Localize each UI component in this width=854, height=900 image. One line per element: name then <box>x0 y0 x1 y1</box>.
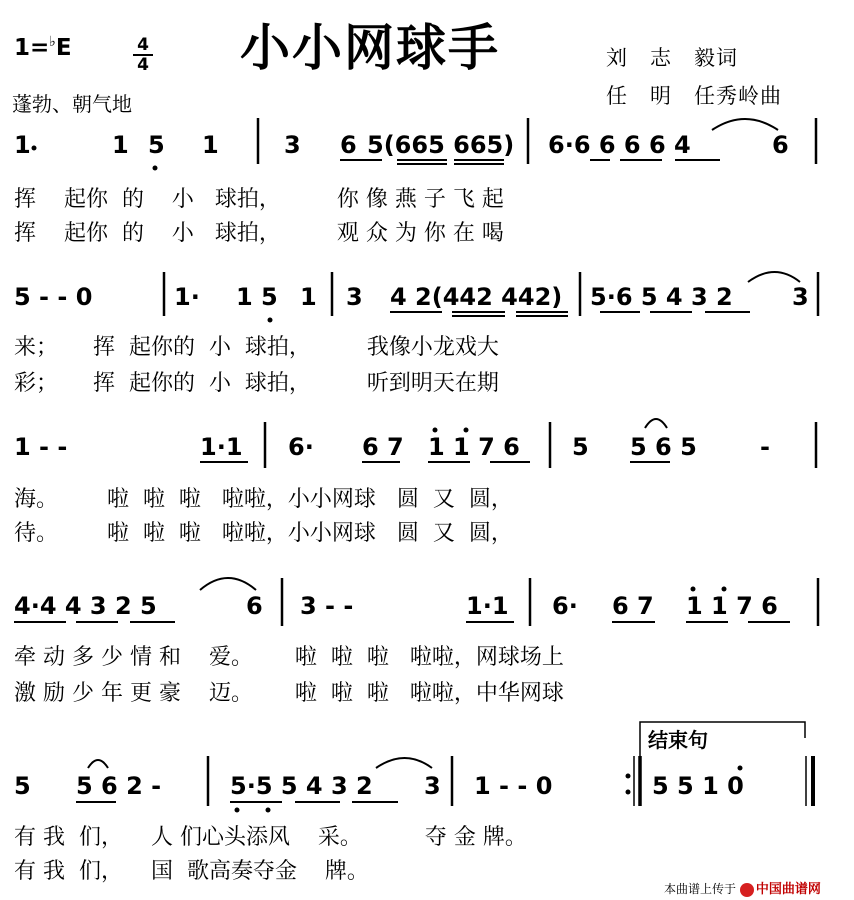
note: 5 - - 0 <box>14 283 93 311</box>
note: 4·4 4 3 2 5 <box>14 592 157 620</box>
note: 1·1 <box>466 592 509 620</box>
note: 1 - - 0 <box>474 772 553 800</box>
note: 1 5 <box>236 283 278 311</box>
note: 1 1 7 6 <box>428 433 520 461</box>
note: 1 <box>112 131 129 159</box>
key-signature <box>14 34 72 61</box>
notation-row-4 <box>0 572 854 692</box>
score-row-5 <box>0 720 854 890</box>
flat-sign-icon: ♭ <box>49 34 56 50</box>
note: 1 <box>14 131 31 159</box>
note: 6· <box>288 433 314 461</box>
note: 3 <box>284 131 301 159</box>
score-row-4 <box>0 572 854 706</box>
note: 5 <box>14 772 31 800</box>
lyric-row-3-verse-1: 海。 啦 啦 啦 啦啦，小小网球 圆 又 圆， <box>14 487 513 512</box>
note: 6 <box>246 592 263 620</box>
upload-text: 本曲谱上传于 <box>664 882 737 896</box>
lyric-row-1-verse-2: 挥 起你 的 小 球拍， 观 众 为 你 在 喝 <box>14 221 504 246</box>
time-bottom: 4 <box>133 54 153 74</box>
note: 5 <box>572 433 589 461</box>
composer-credit: 任 明 任秀岭曲 <box>606 84 782 108</box>
note: 6 <box>772 131 789 159</box>
key-prefix: 1= <box>14 35 50 61</box>
note: 5 6 5 <box>630 433 697 461</box>
note: - <box>760 433 770 461</box>
note: 6· <box>552 592 578 620</box>
lyric-row-5-verse-1: 有 我 们， 人 们心头添风 采。 夺 金 牌。 <box>14 825 527 850</box>
note: 5·6 5 4 3 2 <box>590 283 733 311</box>
lyric-row-2-verse-2: 彩； 挥 起你的 小 球拍， 听到明天在期 <box>14 371 499 396</box>
key-note: E <box>55 35 72 61</box>
score-row-3 <box>0 410 854 546</box>
note: 6 <box>340 131 357 159</box>
ending-label: 结束句 <box>648 728 708 752</box>
note: 3 <box>424 772 441 800</box>
site-logo-icon <box>740 883 754 897</box>
time-top: 4 <box>137 35 149 55</box>
note: 5(665 665) <box>367 131 515 159</box>
lyric-row-4-verse-2: 激 励 少 年 更 豪 迈。 啦 啦 啦 啦啦，中华网球 <box>14 681 564 706</box>
song-title: 小小网球手 <box>240 19 500 77</box>
score-row-2 <box>0 270 854 396</box>
lyric-row-4-verse-1: 牵 动 多 少 情 和 爱。 啦 啦 啦 啦啦，网球场上 <box>14 645 564 670</box>
site-name: 中国曲谱网 <box>755 882 821 897</box>
note: 5 6 2 - <box>76 772 162 800</box>
upload-note <box>664 878 821 897</box>
note: 5 5 1 0 <box>652 772 744 800</box>
note: 3 - - <box>300 592 354 620</box>
time-signature <box>133 36 153 74</box>
note: 6 7 <box>612 592 654 620</box>
note: 5·5 5 4 3 2 <box>230 772 373 800</box>
note: 4 2(442 442) <box>390 283 563 311</box>
notation-row-5 <box>0 720 854 820</box>
note: 1 - - <box>14 433 68 461</box>
score-row-1 <box>0 108 854 246</box>
note: 1·1 <box>200 433 243 461</box>
note: 3 <box>346 283 363 311</box>
lyric-row-5-verse-2: 有 我 们， 国 歌高奏夺金 牌。 <box>14 859 369 884</box>
lyricist-credit: 刘 志 毅词 <box>606 46 738 70</box>
note: 6·6 6 6 6 4 <box>548 131 691 159</box>
tempo-marking: 蓬勃、朝气地 <box>12 92 132 116</box>
note: 5 <box>148 131 165 159</box>
note: 1 <box>202 131 219 159</box>
lyric-row-2-verse-1: 来； 挥 起你的 小 球拍， 我像小龙戏大 <box>14 335 499 360</box>
lyric-row-3-verse-2: 待。 啦 啦 啦 啦啦，小小网球 圆 又 圆， <box>14 521 513 546</box>
note: 1 1 7 6 <box>686 592 778 620</box>
lyric-row-1-verse-1: 挥 起你 的 小 球拍， 你 像 燕 子 飞 起 <box>14 187 504 212</box>
note: 1· <box>174 283 200 311</box>
note: 6 7 <box>362 433 404 461</box>
note: 1 <box>300 283 317 311</box>
note: 3 <box>792 283 809 311</box>
